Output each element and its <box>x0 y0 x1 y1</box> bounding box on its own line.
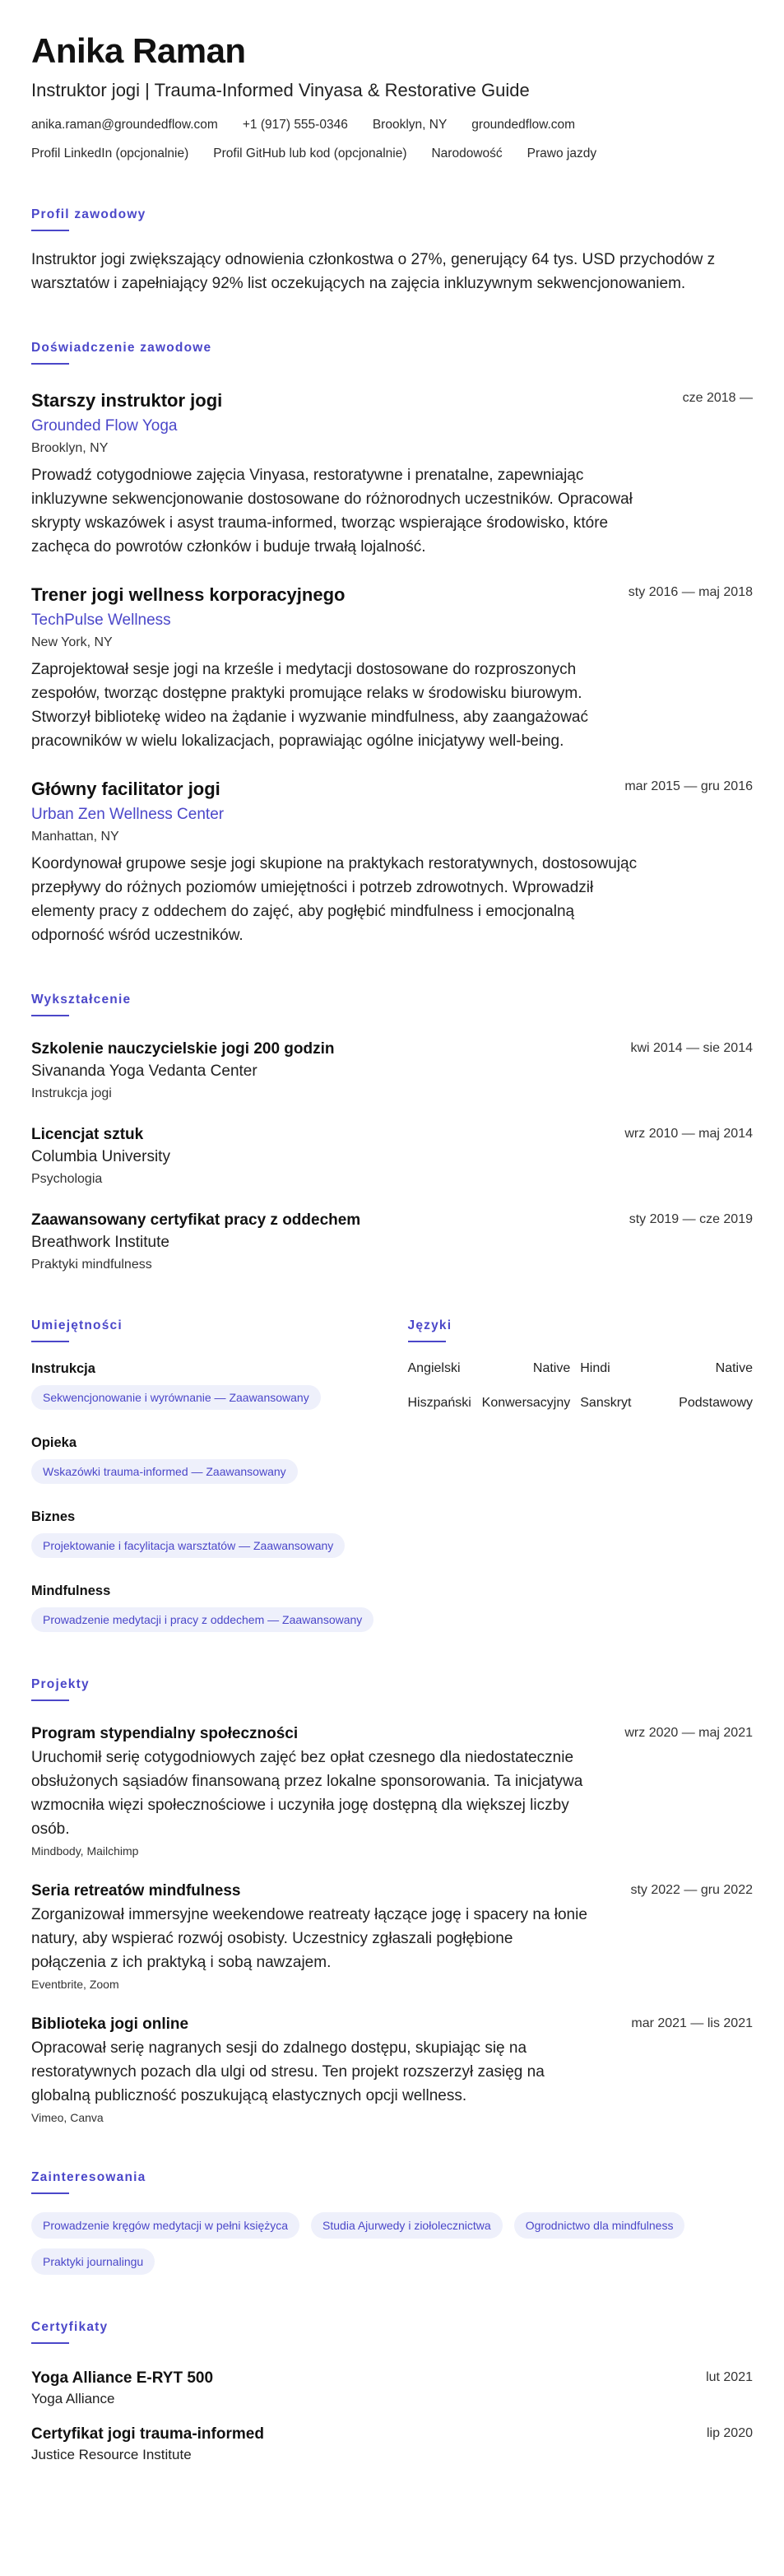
certificate-item <box>31 2369 753 2408</box>
certificate-item <box>31 2425 753 2464</box>
language-level: Native <box>715 1361 753 1375</box>
language-name: Hindi <box>580 1361 610 1375</box>
projects-section <box>31 1676 753 2125</box>
education-dates: wrz 2010 — maj 2014 <box>624 1127 753 1141</box>
languages-section <box>408 1318 754 1632</box>
company-name: Grounded Flow Yoga <box>31 417 178 435</box>
field-of-study: Psychologia <box>31 1172 103 1186</box>
skill-tag: Prowadzenie medytacji i pracy z oddechem — Zaawansowany <box>31 1607 373 1632</box>
section-title: Umiejętności <box>31 1318 123 1332</box>
skills-languages-row <box>31 1318 753 1632</box>
interest-tag: Prowadzenie kręgów medytacji w pełni księżyca <box>31 2212 299 2239</box>
certificates-section <box>31 2319 753 2464</box>
language-name: Angielski <box>407 1361 461 1375</box>
interest-list <box>31 2212 753 2275</box>
institution-name: Breathwork Institute <box>31 1234 169 1251</box>
project-description: Uruchomił serię cotygodniowych zajęć bez opłat czesnego dla niedostatecznie obsłużonych sąsiadów finansowaną przez lokalne sponsorowania. Ta inicjatywa wzmocniła więzi społecznościowe i uczyniła jogę dostępną dla większej liczby osób. <box>31 1749 583 1838</box>
project-dates: mar 2021 — lis 2021 <box>631 2016 753 2030</box>
project-tools: Vimeo, Canva <box>31 2111 104 2124</box>
section-title: Certyfikaty <box>31 2320 109 2334</box>
language-list <box>408 1360 754 1411</box>
project-name: Program stypendialny społeczności <box>31 1725 299 1742</box>
nationality: Narodowość <box>431 146 503 160</box>
job-title: Trener jogi wellness korporacyjnego <box>31 584 346 605</box>
education-dates: sty 2019 — cze 2019 <box>629 1212 753 1226</box>
project-tools: Mindbody, Mailchimp <box>31 1844 139 1858</box>
contact-email[interactable]: anika.raman@groundedflow.com <box>31 118 218 132</box>
certificate-issuer: Justice Resource Institute <box>31 2447 192 2462</box>
field-of-study: Praktyki mindfulness <box>31 1258 152 1272</box>
job-location: New York, NY <box>31 635 113 649</box>
education-item <box>31 1211 753 1273</box>
company-name: Urban Zen Wellness Center <box>31 806 225 823</box>
section-divider <box>31 2342 69 2344</box>
github-link[interactable]: Profil GitHub lub kod (opcjonalnie) <box>213 146 407 160</box>
language-item <box>580 1395 753 1411</box>
degree-name: Zaawansowany certyfikat pracy z oddechem <box>31 1211 361 1229</box>
job-dates: mar 2015 — gru 2016 <box>624 779 753 793</box>
language-level: Konwersacyjny <box>481 1396 571 1410</box>
project-dates: wrz 2020 — maj 2021 <box>624 1726 753 1740</box>
certificate-name: Yoga Alliance E-RYT 500 <box>31 2369 214 2387</box>
interest-tag: Ogrodnictwo dla mindfulness <box>514 2212 685 2239</box>
language-item <box>408 1360 581 1377</box>
skill-tag: Projektowanie i facylitacja warsztatów — Zaawansowany <box>31 1533 345 1558</box>
job-description: Zaprojektował sesje jogi na krześle i medytacji dostosowane do rozproszonych zespołów, tworząc dostępne praktyki promujące relaks w środowisku biurowym. Stworzył bibliotekę wideo na żądanie i wyzwanie mindfulness, aby zaangażować pracowników w wielu lokalizacjach, poprawiając ogólne inicjatywy well-being. <box>31 661 588 750</box>
section-title: Wykształcenie <box>31 993 132 1007</box>
contact-phone[interactable]: +1 (917) 555-0346 <box>242 118 348 132</box>
education-item <box>31 1125 753 1188</box>
language-item <box>408 1395 581 1411</box>
section-title: Języki <box>407 1318 452 1332</box>
certificate-name: Certyfikat jogi trauma-informed <box>31 2425 264 2443</box>
interest-tag: Studia Ajurwedy i ziołolecznictwa <box>311 2212 503 2239</box>
section-divider <box>31 1341 69 1342</box>
experience-item <box>31 778 753 947</box>
extra-info-row <box>31 146 753 162</box>
language-level: Podstawowy <box>679 1396 753 1410</box>
candidate-headline: Instruktor jogi | Trauma-Informed Vinyasa & Restorative Guide <box>31 80 530 100</box>
job-dates: cze 2018 — <box>682 391 753 405</box>
job-description: Prowadź cotygodniowe zajęcia Vinyasa, restoratywne i prenatalne, zapewniając inkluzywne sekwencjonowanie dostosowane do różnorodnych uczestników. Opracował skrypty wskazówek i asyst trauma-informed, tworząc wspierające środowisko, które zachęca do powrotów członków i buduje trwałą lojalność. <box>31 467 633 556</box>
project-item <box>31 1724 753 1858</box>
interests-section <box>31 2169 753 2275</box>
section-divider <box>31 1700 69 1701</box>
skills-section <box>31 1318 375 1632</box>
education-dates: kwi 2014 — sie 2014 <box>630 1041 753 1055</box>
skill-category: Mindfulness <box>31 1583 111 1598</box>
summary-text: Instruktor jogi zwiększający odnowienia członkostwa o 27%, generujący 64 tys. USD przychodów z warsztatów i zapełniający 92% list oczekujących na zajęcia inkluzywnym sekwencjonowaniem. <box>31 251 716 292</box>
section-divider <box>408 1341 446 1342</box>
education-item <box>31 1039 753 1102</box>
degree-name: Szkolenie nauczycielskie jogi 200 godzin <box>31 1040 335 1058</box>
project-tools: Eventbrite, Zoom <box>31 1978 119 1991</box>
section-divider <box>31 230 69 231</box>
skill-category: Instrukcja <box>31 1361 95 1376</box>
project-name: Seria retreatów mindfulness <box>31 1882 241 1899</box>
contact-location: Brooklyn, NY <box>372 118 448 132</box>
project-description: Opracował serię nagranych sesji do zdalnego dostępu, skupiając się na restoratywnych pozach dla ulgi od stresu. Ten projekt rozszerzył zasięg na globalną publiczność poszukującą elastycznych opcji wellness. <box>31 2039 545 2104</box>
job-description: Koordynował grupowe sesje jogi skupione na praktykach restoratywnych, dostosowując przepływy do różnych poziomów umiejętności i potrzeb zdrowotnych. Wprowadził elementy pracy z oddechem do zajęć, aby pogłębić mindfulness i emocjonalną odporność wśród uczestników. <box>31 855 638 944</box>
experience-section <box>31 340 753 947</box>
project-description: Zorganizował immersyjne weekendowe reatreaty łączące jogę i spacery na łonie natury, aby wspierać rozwój osobisty. Uczestnicy zgłaszali pogłębione połączenia z ich praktyką i sobą nawzajem. <box>31 1906 587 1971</box>
project-name: Biblioteka jogi online <box>31 2016 189 2033</box>
field-of-study: Instrukcja jogi <box>31 1086 112 1100</box>
job-location: Manhattan, NY <box>31 830 119 844</box>
contact-row <box>31 117 753 133</box>
section-title: Profil zawodowy <box>31 207 146 221</box>
certificate-issuer: Yoga Alliance <box>31 2391 115 2406</box>
skill-tag: Sekwencjonowanie i wyrównanie — Zaawansowany <box>31 1385 321 1410</box>
section-title: Zainteresowania <box>31 2170 146 2184</box>
project-dates: sty 2022 — gru 2022 <box>630 1883 753 1897</box>
section-divider <box>31 2192 69 2194</box>
skill-category: Opieka <box>31 1435 77 1450</box>
degree-name: Licencjat sztuk <box>31 1126 144 1143</box>
language-item <box>580 1360 753 1377</box>
candidate-name: Anika Raman <box>31 31 246 70</box>
education-section <box>31 992 753 1273</box>
summary-section <box>31 207 753 295</box>
language-level: Native <box>532 1361 571 1375</box>
skill-category: Biznes <box>31 1509 76 1524</box>
contact-website[interactable]: groundedflow.com <box>471 118 576 132</box>
section-title: Doświadczenie zawodowe <box>31 341 212 355</box>
experience-item <box>31 584 753 753</box>
company-name: TechPulse Wellness <box>31 611 171 629</box>
institution-name: Columbia University <box>31 1148 170 1165</box>
job-title: Główny facilitator jogi <box>31 779 220 799</box>
skill-tag: Wskazówki trauma-informed — Zaawansowany <box>31 1459 298 1484</box>
certificate-date: lip 2020 <box>706 2426 753 2440</box>
section-divider <box>31 1015 69 1016</box>
linkedin-link[interactable]: Profil LinkedIn (opcjonalnie) <box>31 146 189 160</box>
interest-tag: Praktyki journalingu <box>31 2248 155 2275</box>
certificate-date: lut 2021 <box>706 2370 753 2384</box>
institution-name: Sivananda Yoga Vedanta Center <box>31 1062 257 1080</box>
resume-header <box>31 31 753 162</box>
section-divider <box>31 363 69 365</box>
job-title: Starszy instruktor jogi <box>31 390 223 411</box>
experience-item <box>31 389 753 559</box>
language-name: Sanskryt <box>580 1396 632 1410</box>
language-name: Hiszpański <box>407 1396 471 1410</box>
job-dates: sty 2016 — maj 2018 <box>628 585 753 599</box>
project-item <box>31 2015 753 2125</box>
section-title: Projekty <box>31 1677 90 1691</box>
driving-license: Prawo jazdy <box>527 146 597 160</box>
project-item <box>31 1881 753 1992</box>
job-location: Brooklyn, NY <box>31 441 109 455</box>
